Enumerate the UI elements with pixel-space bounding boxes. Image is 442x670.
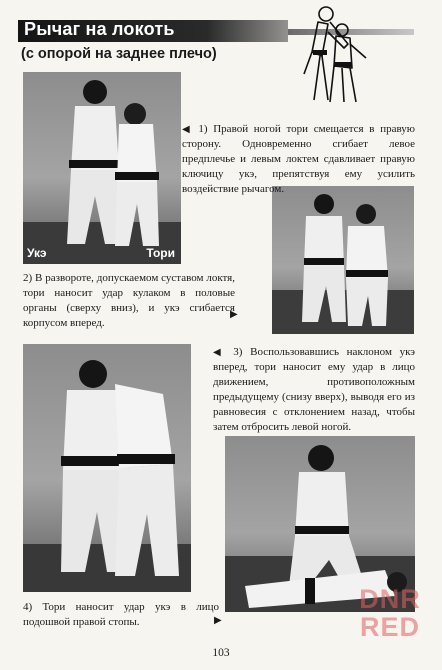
caption-step-4-text: 4) Тори наносит удар укэ в лицо подошвой правой стопы. (23, 601, 219, 628)
arrow-right-icon: ▶ (214, 615, 222, 626)
arrow-left-icon: ◀ (182, 124, 193, 135)
arrow-left-icon: ◀ (213, 347, 226, 358)
watermark-line-1: DNR (359, 584, 421, 614)
arrow-right-icon: ▶ (230, 309, 238, 320)
photo-step-3 (23, 344, 191, 592)
caption-step-2 (23, 271, 235, 331)
caption-step-4 (23, 600, 219, 630)
judoka-emblem-drawing (290, 4, 380, 108)
label-uke: Укэ (27, 246, 47, 260)
caption-step-3-text: 3) Воспользовавшись наклоном укэ вперед, тори наносит ему удар в лицо движением, противоположным предыдущему (снизу вверх), выводя его из равновесия с отклонением назад, чтобы затем отбросить левой ногой. (213, 346, 415, 433)
photo-step-2-figures (272, 186, 414, 334)
photo-step-2 (272, 186, 414, 334)
caption-step-1-text: 1) Правой ногой тори смещается в правую сторону. Одновременно сгибает левое предплечье и левым локтем сдавливает правую ключицу укэ, препятствуя ему усилить воздействие рычагом. (182, 123, 416, 195)
caption-step-1 (182, 122, 415, 197)
photo-step-1 (23, 72, 181, 264)
page-subtitle: (с опорой на заднее плечо) (21, 46, 217, 62)
caption-step-2-text: 2) В развороте, допускаемом суставом локтя, тори наносит удар кулаком в половые органы (сверху вниз), и укэ сгибается корпусом вперед. (23, 272, 235, 329)
watermark-logo (348, 585, 432, 641)
page-number: 103 (212, 647, 230, 659)
photo-step-3-figures (23, 344, 191, 592)
page-title: Рычаг на локоть (24, 19, 175, 39)
caption-step-3 (213, 345, 415, 435)
watermark-line-2: RED (359, 612, 420, 642)
label-tori: Тори (146, 246, 175, 260)
photo-step-1-figures (23, 72, 181, 264)
